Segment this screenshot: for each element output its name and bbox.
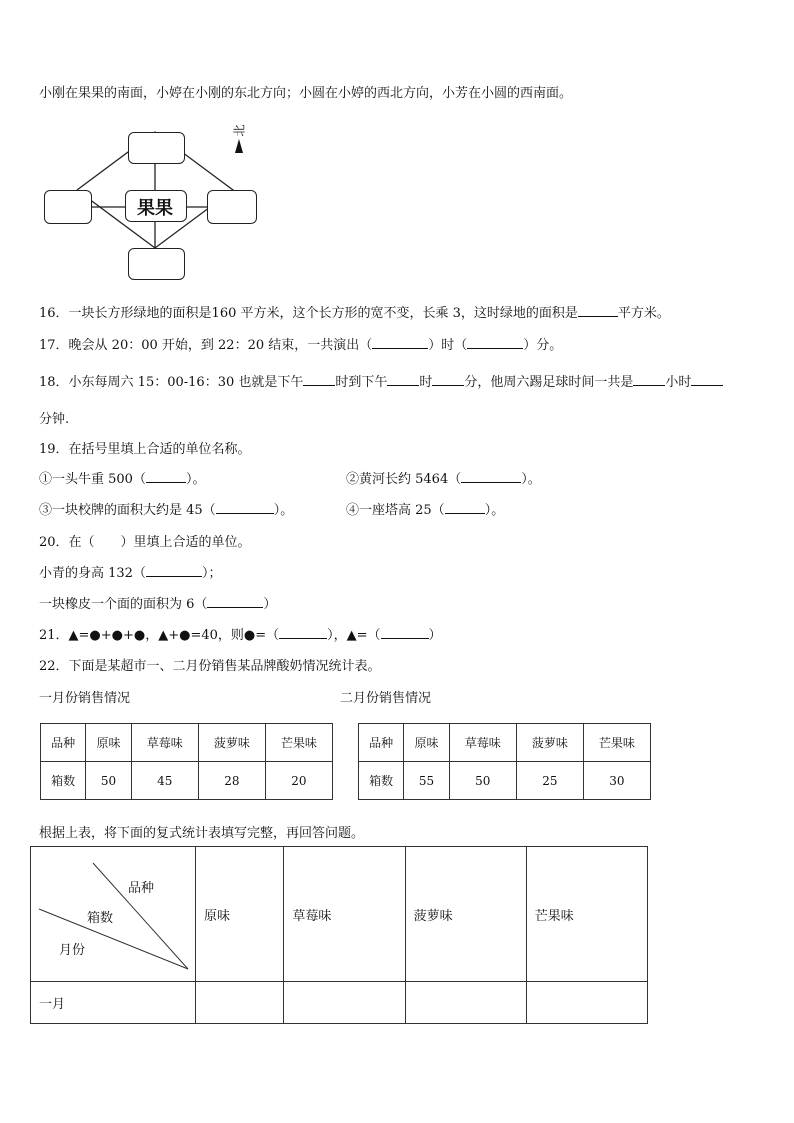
table-row [31,847,648,982]
q16-text: 16．一块长方形绿地的面积是160 平方米，这个长方形的宽不变，长乘 3，这时绿地的面积是 [39,306,578,321]
q17-b: ）时（ [428,338,468,353]
north-label: 北 [232,124,247,137]
q19-item-2 [346,468,541,487]
header-cell: 芒果味 [583,724,650,762]
corner-variety: 品种 [128,881,155,896]
q20-title: 20．在（ ）里填上合适的单位。 [39,535,251,550]
q20-l1-b: ）； [201,566,222,581]
q18-blank-4[interactable] [633,373,665,386]
header-cell: 菠萝味 [198,724,265,762]
q21-blank-circle[interactable] [279,626,327,639]
header-cell: 草莓味 [284,847,405,982]
question-17 [39,334,562,353]
q18-blank-2[interactable] [387,373,419,386]
q20-line-1 [39,562,221,581]
box-west[interactable] [44,190,92,224]
q19-i4-b: ）。 [484,503,505,518]
q18-blank-5[interactable] [691,373,723,386]
header-cell: 菠萝味 [516,724,583,762]
q20-line-2 [39,593,276,612]
q17-blank-minutes[interactable] [467,336,523,349]
q18-d: 分，他周六踢足球时间一共是 [464,375,634,390]
q19-i3-b: ）。 [273,503,294,518]
table-row [359,724,651,762]
header-cell: 芒果味 [265,724,332,762]
answer-cell[interactable] [196,982,284,1024]
q19-i2-b: ）。 [521,472,541,487]
center-label: 果果 [137,198,173,219]
question-21 [39,624,442,643]
q19-title: 19．在括号里填上合适的单位名称。 [39,442,251,457]
q18-blank-1[interactable] [303,373,335,386]
q19-i4-blank[interactable] [445,501,485,514]
header-cell: 原味 [86,724,131,762]
value-cell: 28 [198,762,265,800]
q19-i2-blank[interactable] [461,470,521,483]
q22-title: 22．下面是某超市一、二月份销售某品牌酸奶情况统计表。 [39,659,381,674]
value-cell: 45 [131,762,198,800]
q19-i2-a: ②黄河长约 5464（ [346,472,462,487]
answer-cell[interactable] [284,982,405,1024]
q21-b: ），▲=（ [327,628,381,643]
header-cell: 品种 [359,724,404,762]
question-18 [39,371,723,390]
compound-table [30,846,648,1024]
intro-text: 小刚在果果的南面，小婷在小刚的东北方向；小圆在小婷的西北方向，小芳在小圆的西南面。 [39,86,573,101]
q19-i3-blank[interactable] [216,501,274,514]
value-cell: 25 [516,762,583,800]
q17-a: 17．晚会从 20：00 开始，到 22：20 结束，一共演出（ [39,338,373,353]
north-indicator [233,122,245,153]
value-cell: 20 [265,762,332,800]
table-row [359,762,651,800]
box-south[interactable] [128,248,185,280]
q19-i4-a: ④一座塔高 25（ [346,503,445,518]
q19-i1-blank[interactable] [146,470,186,483]
q19-item-3 [39,499,293,518]
header-cell: 芒果味 [526,847,647,982]
q18-c: 时 [419,375,433,390]
q16-tail: 平方米。 [617,306,670,321]
q22-instruction: 根据上表，将下面的复式统计表填写完整，再回答问题。 [39,826,365,841]
header-cell: 原味 [196,847,284,982]
q18-f: 分钟. [39,412,70,427]
answer-cell[interactable] [405,982,526,1024]
value-cell: 55 [404,762,449,800]
q21-blank-triangle[interactable] [381,626,429,639]
header-cell: 草莓味 [449,724,516,762]
corner-boxes: 箱数 [87,911,114,926]
q16-blank[interactable] [578,304,618,317]
january-table [40,723,333,800]
value-cell: 50 [86,762,131,800]
q18-a: 18．小东每周六 15：00-16：30 也就是下午 [39,375,304,390]
q18-b: 时到下午 [335,375,388,390]
table-row [31,982,648,1024]
q17-c: ）分。 [523,338,563,353]
header-cell: 草莓味 [131,724,198,762]
row-label: 箱数 [359,762,404,800]
answer-cell[interactable] [526,982,647,1024]
q18-blank-3[interactable] [432,373,464,386]
q20-l1-a: 小青的身高 132（ [39,566,146,581]
q19-item-1 [39,468,205,487]
q19-i1-b: ）。 [185,472,206,487]
q20-l2-blank[interactable] [207,595,263,608]
table1-caption: 一月份销售情况 [39,691,131,706]
box-east[interactable] [207,190,257,224]
box-north[interactable] [128,132,185,164]
header-cell: 品种 [41,724,86,762]
row-label: 一月 [31,982,196,1024]
q21-a: 21．▲=●+●+●，▲+●=40，则●=（ [39,628,280,643]
table2-caption: 二月份销售情况 [340,691,432,706]
header-cell: 原味 [404,724,449,762]
q19-item-4 [346,499,504,518]
value-cell: 30 [583,762,650,800]
corner-month: 月份 [59,943,86,958]
q17-blank-hours[interactable] [372,336,428,349]
north-arrow-icon [235,139,243,153]
value-cell: 50 [449,762,516,800]
table-row [41,762,333,800]
table-row [41,724,333,762]
corner-cell [31,847,196,982]
q20-l1-blank[interactable] [146,564,202,577]
header-cell: 菠萝味 [405,847,526,982]
q18-e: 小时 [665,375,692,390]
row-label: 箱数 [41,762,86,800]
q21-c: ） [428,628,442,643]
question-16 [39,302,670,321]
q19-i1-a: ①一头牛重 500（ [39,472,146,487]
q20-l2-b: ） [263,597,277,612]
q19-i3-a: ③一块校牌的面积大约是 45（ [39,503,216,518]
q20-l2-a: 一块橡皮一个面的面积为 6（ [39,597,208,612]
february-table [358,723,651,800]
